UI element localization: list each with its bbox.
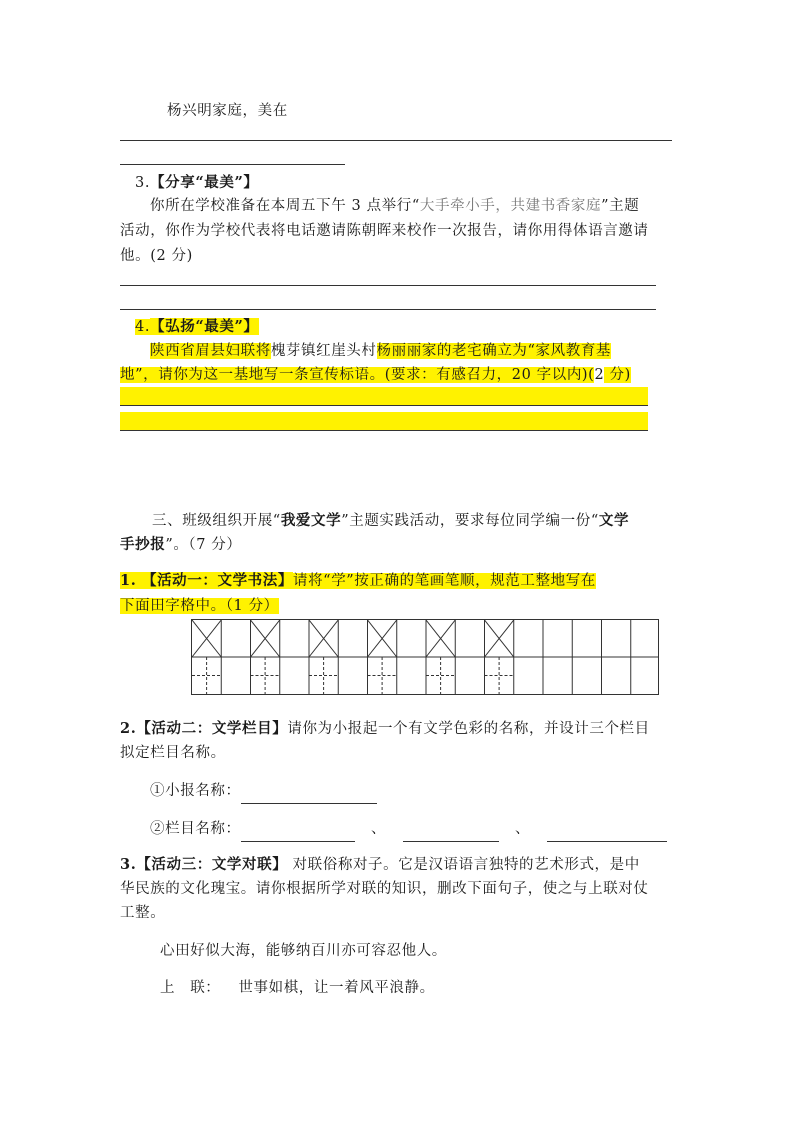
column-name-field-1[interactable] bbox=[241, 823, 355, 842]
newspaper-name-item: ①小报名称： bbox=[150, 778, 377, 804]
column-name-field-3[interactable] bbox=[547, 823, 667, 842]
prev-answer-prompt: 杨兴明家庭，美在 bbox=[167, 103, 288, 119]
column-name-field-2[interactable] bbox=[403, 823, 499, 842]
highlight-band bbox=[120, 387, 648, 405]
answer-line[interactable] bbox=[120, 430, 648, 431]
question-4-line2: 地”，请你为这一基地写一条宣传标语。(要求：有感召力，20 字以内)(2 分) bbox=[120, 367, 631, 383]
section-3-line2: 手抄报”。（7 分） bbox=[120, 536, 242, 553]
section-3-line1: 三、班级组织开展“我爱文学”主题实践活动，要求每位同学编一份“文学 bbox=[152, 512, 630, 529]
activity-2-line1: 2.【活动二：文学栏目】请你为小报起一个有文学色彩的名称，并设计三个栏目 bbox=[120, 720, 650, 737]
activity-3-line2: 华民族的文化瑰宝。请你根据所学对联的知识，删改下面句子，使之与上联对仗 bbox=[120, 881, 649, 897]
question-number: 3. bbox=[135, 175, 151, 191]
answer-line[interactable] bbox=[120, 164, 345, 165]
answer-line[interactable] bbox=[120, 405, 648, 406]
activity-3-line1: 3.【活动三：文学对联】 对联俗称对子。它是汉语语言独特的艺术形式，是中 bbox=[120, 856, 640, 873]
couplet-upper: 上 联： 世事如棋，让一着风平浪静。 bbox=[160, 980, 435, 996]
highlight-band bbox=[120, 412, 648, 430]
grid-diagonals bbox=[192, 620, 658, 694]
answer-line[interactable] bbox=[120, 309, 656, 310]
activity-1-line1: 1. 【活动一：文学书法】请将“学”按正确的笔画笔顺，规范工整地写在 bbox=[120, 572, 596, 589]
sample-sentence: 心田好似大海，能够纳百川亦可容忍他人。 bbox=[160, 943, 447, 959]
tianzige-grid[interactable] bbox=[191, 619, 659, 695]
question-number: 4. bbox=[135, 319, 151, 335]
activity-2-line2: 拟定栏目名称。 bbox=[120, 745, 226, 761]
question-4-line1: 陕西省眉县妇联将槐芽镇红崖头村杨丽丽家的老宅确立为“家风教育基 bbox=[150, 343, 612, 359]
answer-line[interactable] bbox=[120, 285, 656, 286]
answer-line[interactable] bbox=[120, 140, 672, 141]
column-name-item: ②栏目名称： 、 、 bbox=[150, 816, 667, 842]
newspaper-name-field[interactable] bbox=[241, 785, 377, 804]
question-title: 【分享“最美”】 bbox=[150, 174, 259, 191]
question-4-heading bbox=[135, 314, 259, 340]
activity-3-line3: 工整。 bbox=[120, 905, 166, 921]
question-3-line1: 你所在学校准备在本周五下午 3 点举行“大手牵小手，共建书香家庭”主题 bbox=[150, 198, 640, 214]
question-3-line3: 他。(2 分) bbox=[120, 248, 193, 264]
question-title: 【弘扬“最美”】 bbox=[150, 318, 259, 335]
question-3-line2: 活动，你作为学校代表将电话邀请陈朝晖来校作一次报告，请你用得体语言邀请 bbox=[120, 223, 649, 239]
activity-1-line2: 下面田字格中。（1 分） bbox=[120, 598, 279, 614]
